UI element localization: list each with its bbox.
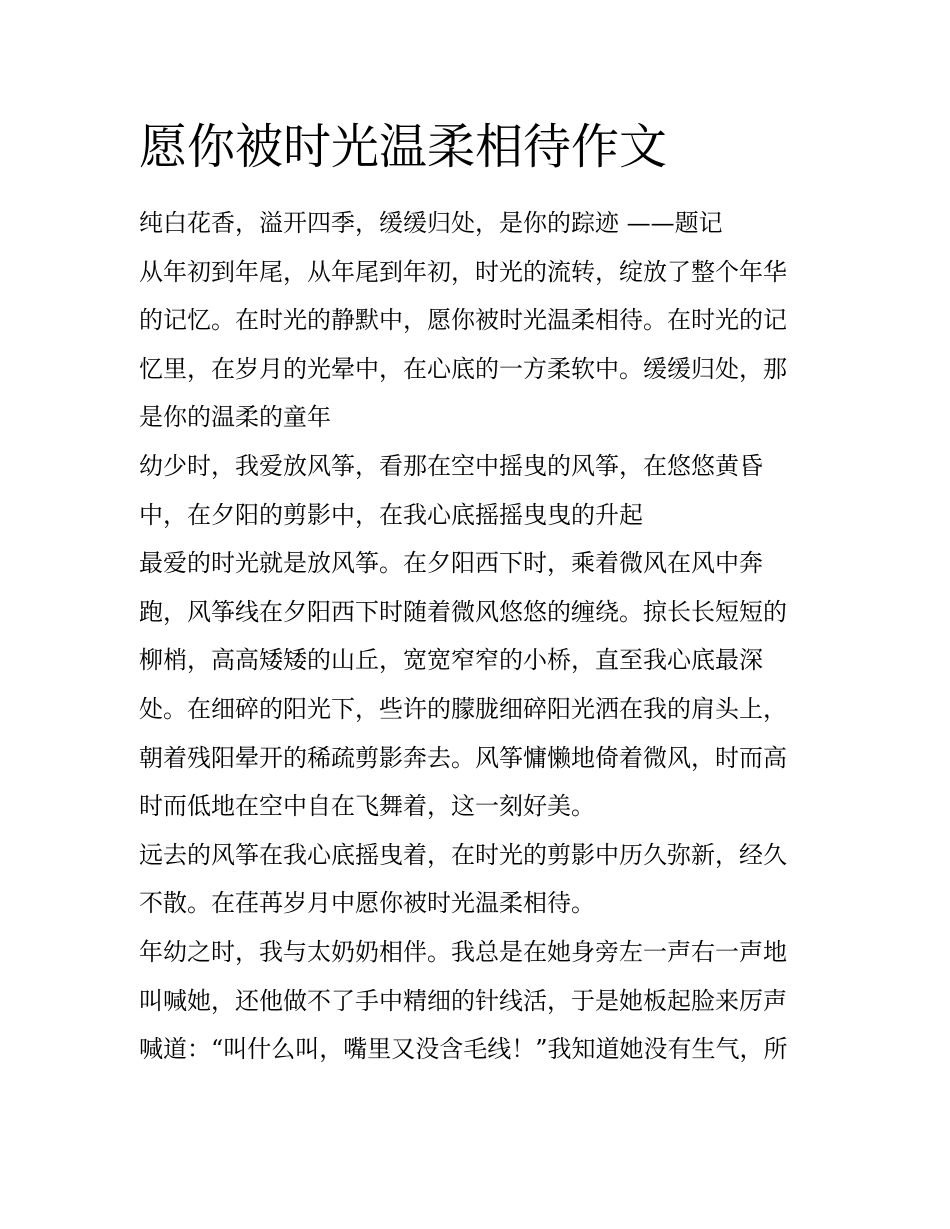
text-line: 处。在细碎的阳光下，些许的朦胧细碎阳光洒在我的肩头上， bbox=[139, 694, 787, 723]
text-line: 跑，风筝线在夕阳西下时随着微风悠悠的缠绕。掠长长短短的 bbox=[139, 597, 787, 626]
text-line: 是你的温柔的童年 bbox=[139, 403, 331, 432]
text-line: 时而低地在空中自在飞舞着，这一刻好美。 bbox=[139, 792, 595, 821]
text-line: 纯白花香，溢开四季，缓缓归处，是你的踪迹 ——题记 bbox=[139, 209, 723, 237]
text-line: 最爱的时光就是放风筝。在夕阳西下时，乘着微风在风中奔 bbox=[139, 549, 763, 578]
text-line: 不散。在荏苒岁月中愿你被时光温柔相待。 bbox=[139, 889, 595, 918]
text-line: 中，在夕阳的剪影中，在我心底摇摇曳曳的升起 bbox=[139, 500, 643, 529]
text-line: 从年初到年尾，从年尾到年初，时光的流转，绽放了整个年华 bbox=[139, 257, 787, 286]
text-line: 忆里，在岁月的光晕中，在心底的一方柔软中。缓缓归处，那 bbox=[139, 354, 787, 383]
text-line: 幼少时，我爱放风筝，看那在空中摇曳的风筝，在悠悠黄昏 bbox=[139, 451, 763, 480]
text-line: 柳梢，高高矮矮的山丘，宽宽窄窄的小桥，直至我心底最深 bbox=[139, 646, 763, 675]
document-body bbox=[139, 199, 819, 1074]
document-title: 愿你被时光温柔相待作文 bbox=[139, 119, 668, 175]
text-line: 叫喊她，还他做不了手中精细的针线活，于是她板起脸来厉声 bbox=[139, 986, 787, 1015]
text-line: 朝着残阳晕开的稀疏剪影奔去。风筝慵懒地倚着微风，时而高 bbox=[139, 743, 787, 772]
text-line: 远去的风筝在我心底摇曳着，在时光的剪影中历久弥新，经久 bbox=[139, 840, 787, 869]
text-line: 年幼之时，我与太奶奶相伴。我总是在她身旁左一声右一声地 bbox=[139, 937, 787, 966]
text-line: 喊道：“叫什么叫，嘴里又没含毛线！”我知道她没有生气，所 bbox=[139, 1035, 788, 1064]
text-line: 的记忆。在时光的静默中，愿你被时光温柔相待。在时光的记 bbox=[139, 306, 787, 335]
